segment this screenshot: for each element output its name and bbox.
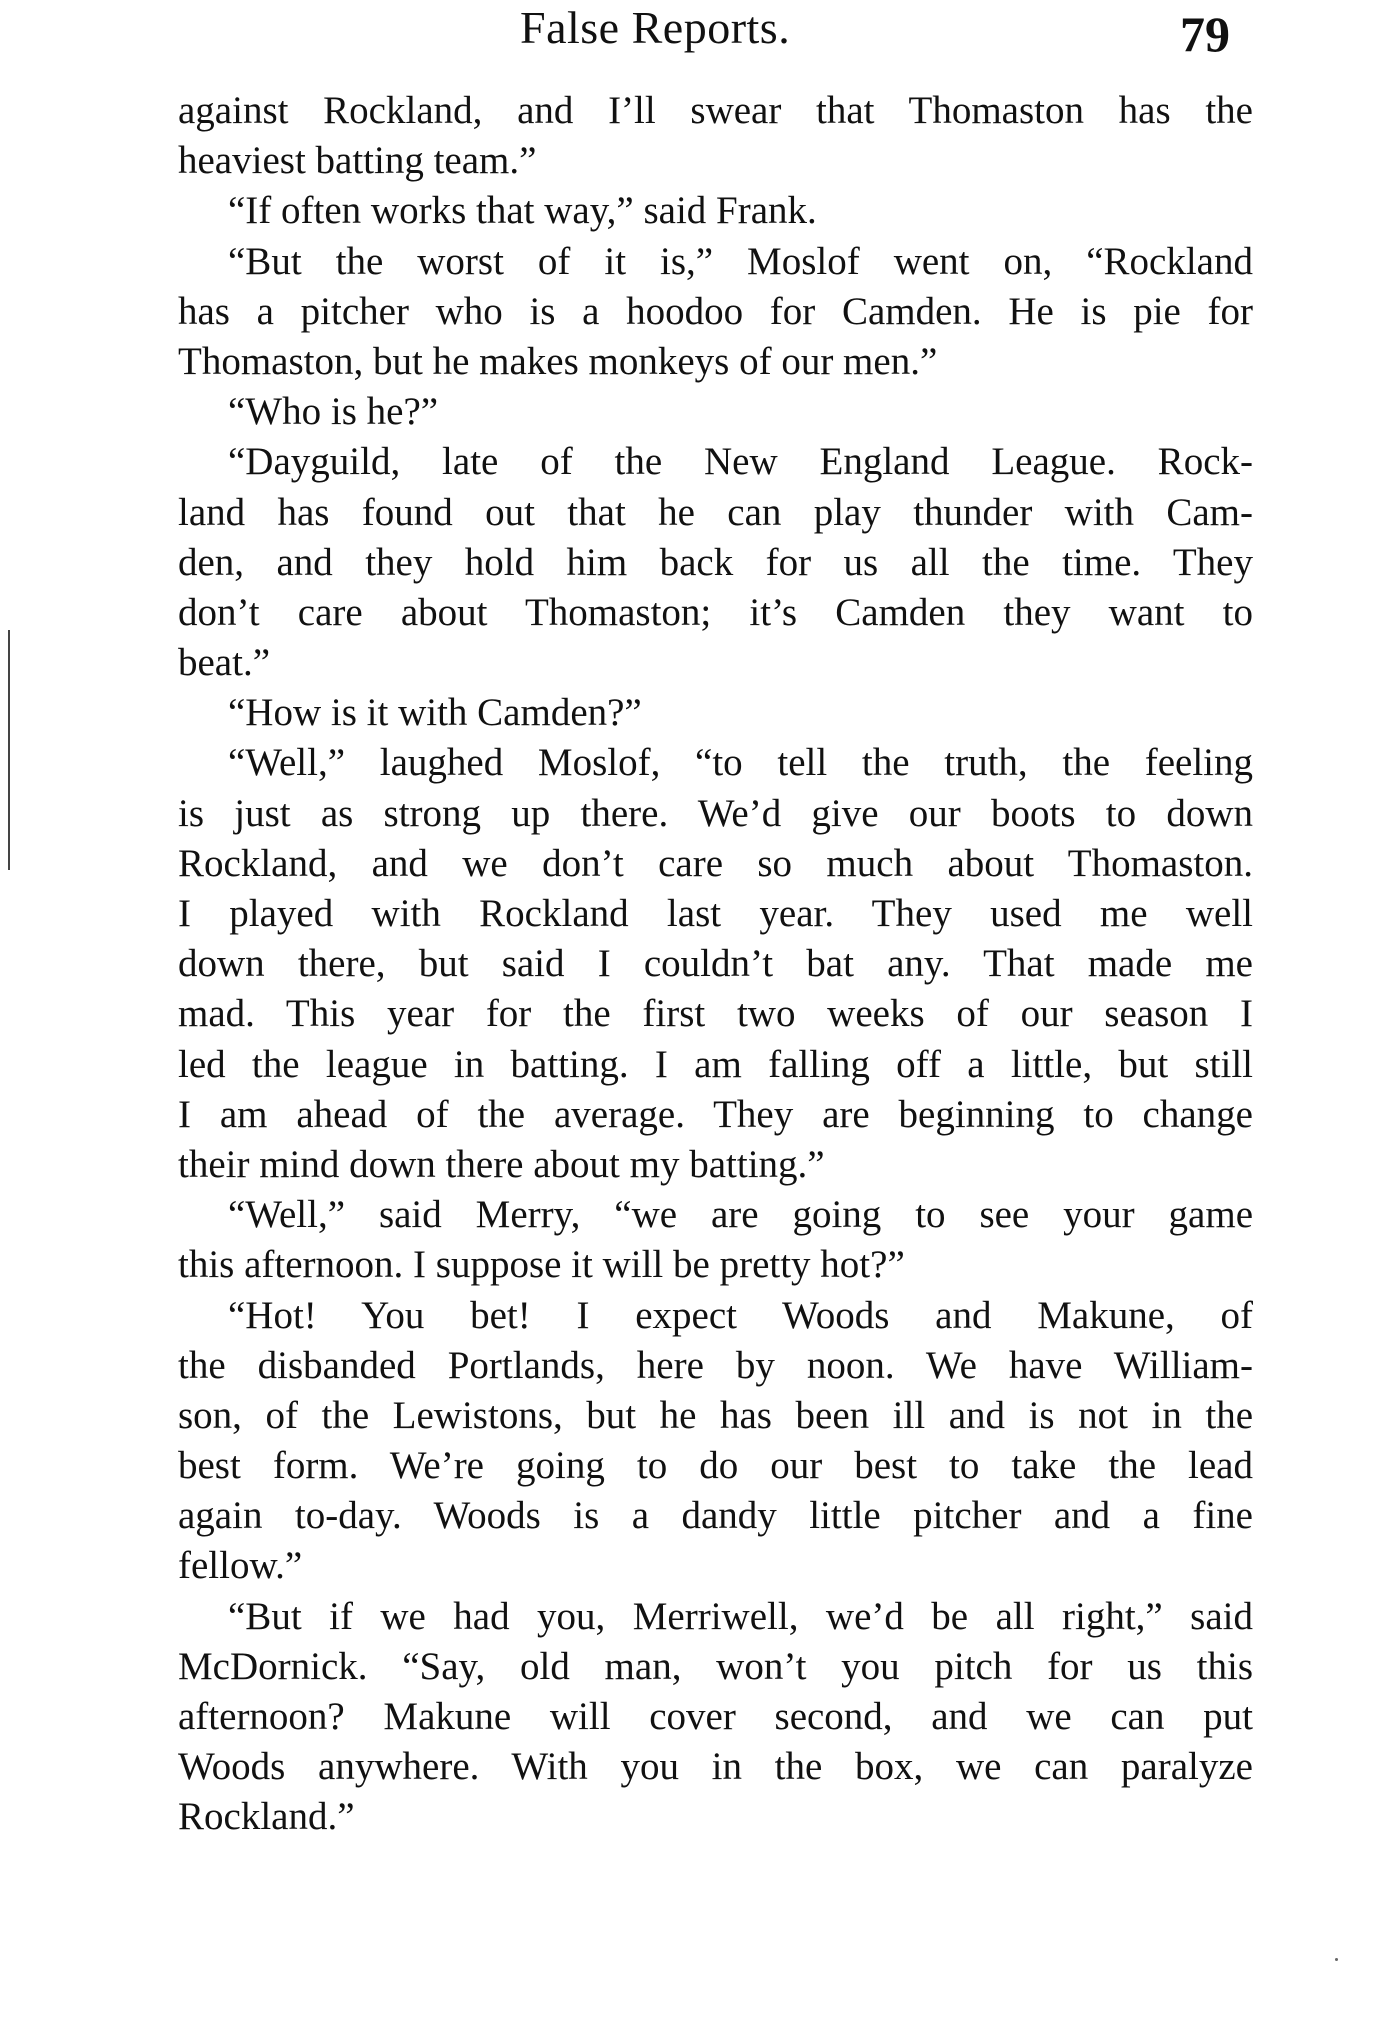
scan-margin-mark: [8, 630, 10, 870]
text-line: land has found out that he can play thunder with Cam-: [178, 490, 1253, 534]
text-line: Thomaston, but he makes monkeys of our men.”: [178, 339, 938, 383]
text-line: “But if we had you, Merriwell, we’d be all right,” said: [228, 1594, 1253, 1638]
text-line: “Well,” said Merry, “we are going to see your game: [228, 1193, 1253, 1237]
text-line: I am ahead of the average. They are beginning to change: [178, 1092, 1253, 1136]
text-line: “Who is he?”: [228, 390, 439, 434]
text-line: don’t care about Thomaston; it’s Camden they want to: [178, 590, 1253, 634]
text-line: down there, but said I couldn’t bat any. That made me: [178, 942, 1253, 986]
text-line: their mind down there about my batting.”: [178, 1142, 825, 1186]
text-line: McDornick. “Say, old man, won’t you pitch for us this: [178, 1644, 1253, 1688]
text-line: heaviest batting team.”: [178, 139, 537, 183]
text-line: beat.”: [178, 641, 271, 685]
text-line: this afternoon. I suppose it will be pretty hot?”: [178, 1243, 905, 1287]
text-line: Woods anywhere. With you in the box, we can paralyze: [178, 1745, 1253, 1789]
text-line: “But the worst of it is,” Moslof went on, “Rockland: [228, 239, 1253, 283]
text-line: I played with Rockland last year. They used me well: [178, 892, 1253, 935]
page-number: 79: [1180, 6, 1230, 62]
text-line: again to-day. Woods is a dandy little pitcher and a fine: [178, 1494, 1253, 1538]
text-line: Rockland, and we don’t care so much about Thomaston.: [178, 841, 1253, 885]
text-line: has a pitcher who is a hoodoo for Camden. He is pie for: [178, 289, 1253, 333]
scan-speck: [1335, 1958, 1338, 1961]
text-line: “Well,” laughed Moslof, “to tell the truth, the feeling: [228, 741, 1253, 785]
text-line: fellow.”: [178, 1544, 303, 1588]
text-line: led the league in batting. I am falling off a little, but still: [178, 1042, 1253, 1086]
text-line: “Dayguild, late of the New England League. Rock-: [228, 440, 1253, 484]
text-line: den, and they hold him back for us all the time. They: [178, 540, 1253, 584]
text-line: is just as strong up there. We’d give our boots to down: [178, 791, 1253, 835]
text-line: against Rockland, and I’ll swear that Thomaston has the: [178, 89, 1253, 132]
text-line: “If often works that way,” said Frank.: [228, 189, 817, 233]
text-line: afternoon? Makune will cover second, and we can put: [178, 1695, 1253, 1738]
text-line: Rockland.”: [178, 1795, 355, 1839]
text-line: “Hot! You bet! I expect Woods and Makune, of: [228, 1293, 1253, 1337]
text-line: mad. This year for the first two weeks of our season I: [178, 992, 1253, 1036]
text-line: son, of the Lewistons, but he has been ill and is not in the: [178, 1393, 1253, 1437]
body-text: [178, 86, 1253, 1843]
running-head: False Reports.: [520, 2, 791, 53]
text-line: best form. We’re going to do our best to take the lead: [178, 1444, 1253, 1488]
text-line: the disbanded Portlands, here by noon. We have William-: [178, 1343, 1253, 1387]
text-line: “How is it with Camden?”: [228, 691, 642, 735]
